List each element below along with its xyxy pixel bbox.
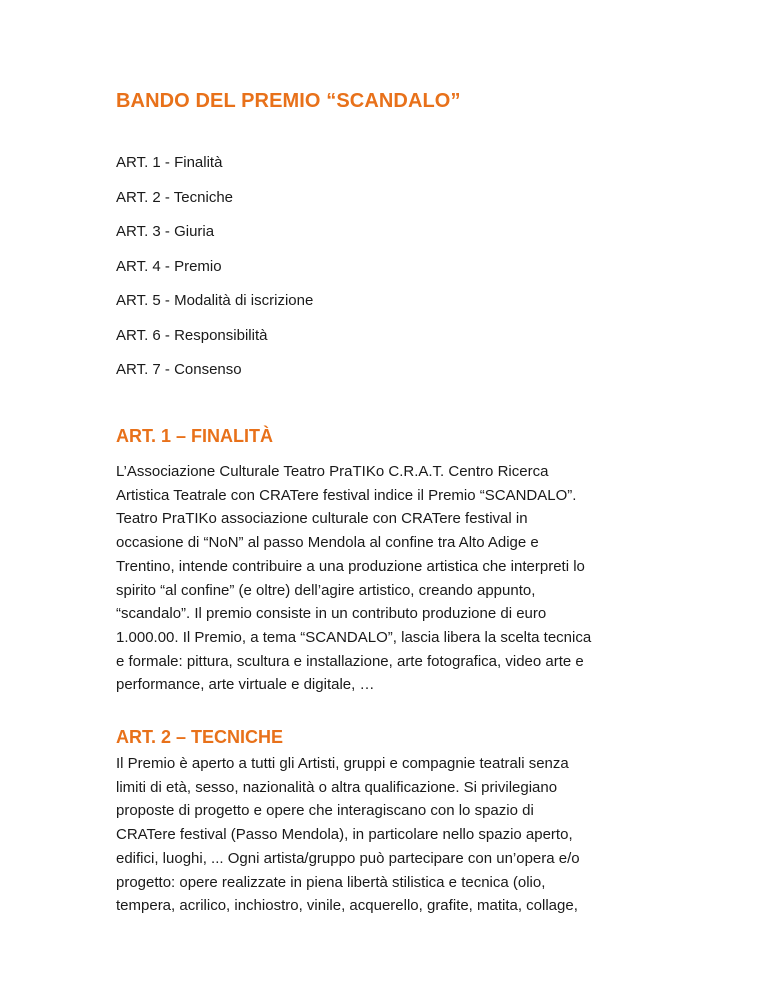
toc-item-art-4: ART. 4 - Premio [116, 257, 222, 275]
toc-item-art-6: ART. 6 - Responsibilità [116, 326, 268, 344]
paragraph-line: edifici, luoghi, ... Ogni artista/gruppo può partecipare con un’opera e/o [116, 849, 580, 867]
section-body-art-2 [116, 752, 652, 918]
paragraph-line: Artistica Teatrale con CRATere festival indice il Premio “SCANDALO”. [116, 486, 577, 504]
paragraph-line: performance, arte virtuale e digitale, … [116, 676, 375, 694]
section-body-art-1 [116, 460, 652, 697]
paragraph-line: “scandalo”. Il premio consiste in un contributo produzione di euro [116, 605, 547, 623]
paragraph-line: e formale: pittura, scultura e installazione, arte fotografica, video arte e [116, 652, 584, 670]
section-heading-art-1: ART. 1 – FINALITÀ [116, 426, 274, 446]
toc-item-art-3: ART. 3 - Giuria [116, 223, 215, 240]
paragraph-line: Trentino, intende contribuire a una produzione artistica che interpreti lo [116, 557, 585, 575]
paragraph-line: proposte di progetto e opere che interagiscano con lo spazio di [116, 802, 534, 820]
paragraph-line: progetto: opere realizzate in piena libertà stilistica e tecnica (olio, [116, 873, 546, 891]
paragraph-line: 1.000.00. Il Premio, a tema “SCANDALO”, lascia libera la scelta tecnica [116, 628, 592, 646]
paragraph-line: occasione di “NoN” al passo Mendola al confine tra Alto Adige e [116, 534, 539, 552]
table-of-contents [116, 153, 313, 395]
paragraph-line: CRATere festival (Passo Mendola), in particolare nello spazio aperto, [116, 826, 573, 844]
paragraph-line: Il Premio è aperto a tutti gli Artisti, gruppi e compagnie teatrali senza [116, 755, 569, 772]
paragraph-line: limiti di età, sesso, nazionalità o altra qualificazione. Si privilegiano [116, 778, 558, 796]
toc-item-art-2: ART. 2 - Tecniche [116, 188, 234, 206]
paragraph-line: Teatro PraTIKo associazione culturale con CRATere festival in [116, 510, 528, 528]
paragraph-line: spirito “al confine” (e oltre) dell’agire artistico, creando appunto, [116, 581, 536, 599]
paragraph-line: L’Associazione Culturale Teatro PraTIKo C.R.A.T. Centro Ricerca [116, 463, 549, 480]
toc-item-art-1: ART. 1 - Finalità [116, 154, 223, 171]
section-heading-art-2: ART. 2 – TECNICHE [116, 727, 284, 747]
toc-item-art-5: ART. 5 - Modalità di iscrizione [116, 292, 314, 309]
document-title: BANDO DEL PREMIO “SCANDALO” [116, 90, 461, 112]
paragraph-line: tempera, acrilico, inchiostro, vinile, acquerello, grafite, matita, collage, [116, 897, 578, 915]
toc-item-art-7: ART. 7 - Consenso [116, 361, 242, 378]
